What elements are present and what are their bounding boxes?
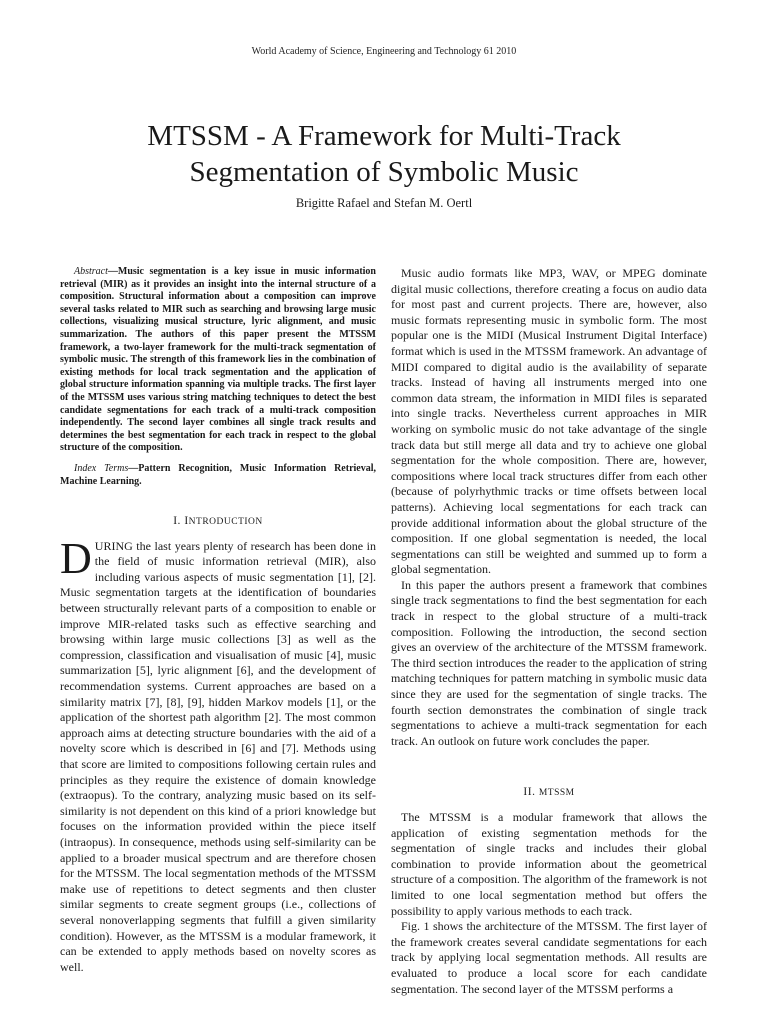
mtssm-paragraph-2: Fig. 1 shows the architecture of the MTSSM. The first layer of the framework creates several candidate segmentations for each track by applying local segmentation methods. All results are evaluated to produce a local score for each candidate segmentation. The second layer of the MTSSM performs a — [391, 919, 707, 996]
section-2-title: MTSSM — [538, 788, 575, 799]
section-heading-mtssm — [391, 785, 707, 802]
abstract — [60, 266, 376, 455]
section-2-number: II. — [523, 786, 539, 799]
section-1-title-rest: NTRODUCTION — [188, 517, 263, 528]
intro-paragraph-3: In this paper the authors present a framework that combines single track segmentations to find the best segmentation for each track in respect to the global structure of a multi-track composition. Following the introduction, the second section gives an overview of the architecture of the MTSSM framework. The third section introduces the reader to the application of string matching techniques for pattern matching in symbolic music data since they are used for the segmentation of single tracks. The fourth section demonstrates the combination of single track segmentations to achieve a multi-track segmentation for each track. An outlook on future work concludes the paper. — [391, 577, 707, 748]
authors: Brigitte Rafael and Stefan M. Oertl — [295, 196, 473, 210]
index-terms — [60, 463, 376, 488]
section-1-title-first: I — [184, 515, 189, 528]
index-terms-dash: — — [128, 462, 139, 474]
title-line-1: MTSSM - A Framework for Multi-Track — [147, 120, 621, 152]
intro-paragraph-1 — [60, 533, 376, 976]
paper-title — [0, 118, 768, 190]
mtssm-paragraph-1: The MTSSM is a modular framework that allows the application of existing segmentation methods for the segmentation of single tracks and includes their global combination to provide information about the geometrical structure of a composition. The algorithm of the framework is not limited to one local segmentation method but offers the possibility to apply various methods to each track. — [391, 810, 707, 918]
index-terms-label: Index Terms — [74, 462, 129, 474]
abstract-dash: — — [107, 266, 118, 277]
abstract-text: Music segmentation is a key issue in music information retrieval (MIR) as it provides an insight into the internal structure of a composition. Structural information about a composition can improve several tasks related to MIR such as searching and browsing large music collections, visualizing musical structure, lyric alignment, and music summarization. The authors of this paper present the MTSSM framework, a two-layer framework for the multi-track segmentation of symbolic music. The strength of this framework lies in the combination of existing methods for local track segmentation and the application of global structure information spanning via multiple tracks. The first layer of the MTSSM uses various string matching techniques to detect the best candidate segmentations for each track of a multi-track composition independently. The second layer combines all single track results and determines the best segmentation for each track in respect to the global structure of the composition. — [60, 266, 376, 454]
title-line-2: Segmentation of Symbolic Music — [189, 156, 579, 188]
right-column — [391, 266, 707, 997]
drop-cap: D — [60, 533, 92, 583]
abstract-label: Abstract — [74, 266, 108, 277]
section-1-number: I. — [173, 515, 185, 528]
section-heading-introduction — [60, 514, 376, 531]
intro-paragraph-2: Music audio formats like MP3, WAV, or MPEG dominate digital music collections, therefore creating a focus on audio data for most past and current projects. There are, however, also music formats representing music in symbolic form. The most popular one is the MIDI (Musical Instrument Digital Interface) format which is used in the MTSSM framework. An advantage of MIDI compared to digital audio is the availability of separate tracks. Instead of having all instruments merged into one common data stream, the information in MIDI files is separated into single tracks. Nevertheless current approaches in MIR working on symbolic music do not take advantage of the single track data but still merge all data and try to achieve one global segmentation for the whole composition. There are, however, compositions where local track structures differ from each other (because of polyrhythmic tracks or time offsets between local patterns). Achieving local segmentations for each track can provide additional information about the global structure of the composition. If one global segmentation is needed, the local segmentations can still be weighted and summed up to form a global segmentation. — [391, 266, 707, 577]
left-column — [60, 266, 376, 975]
running-head: World Academy of Science, Engineering and Technology 61 2010 — [251, 46, 517, 57]
index-terms-text: Pattern Recognition, Music Information Retrieval, Machine Learning. — [60, 462, 377, 487]
intro-paragraph-1-text: URING the last years plenty of research has been done in the field of music information retrieval (MIR), also including various aspects of music segmentation [1], [2]. Music segmentation targets at the identification of boundaries between structurally relevant parts of a composition to enable or improve MIR-related tasks such as effective searching and browsing within large music collections [3] as well as the compression, classification and visualisation of music [4], music summarization [5], lyric alignment [6], and the development of recommendation systems. Current approaches are based on a similarity matrix [7], [8], [9], hidden Markov models [1], or the application of the shortest path algorithm [2]. The most common approach aims at detecting structure boundaries with the aid of a novelty score which is described in [6] and [7]. Methods using that score are limited to compositions following certain rules and principles as they require the existence of domain knowledge (extraopus). To the contrary, analyzing music based on its self-similarity is not dependent on this kind of a priori knowledge but focuses on the information provided within the piece itself (intraopus). In consequence, methods using self-similarity can be applied to a broader musical spectrum and are therefore chosen for the MTSSM. The local segmentation methods of the MTSSM make use of repetitions to detect segments and then cluster similar segments to create segment groups (i.e., collections of several nonoverlapping segments that fulfill a given similarity condition). However, as the MTSSM is a modular framework, it can be extended to apply methods based on novelty scores as well. — [60, 538, 376, 974]
